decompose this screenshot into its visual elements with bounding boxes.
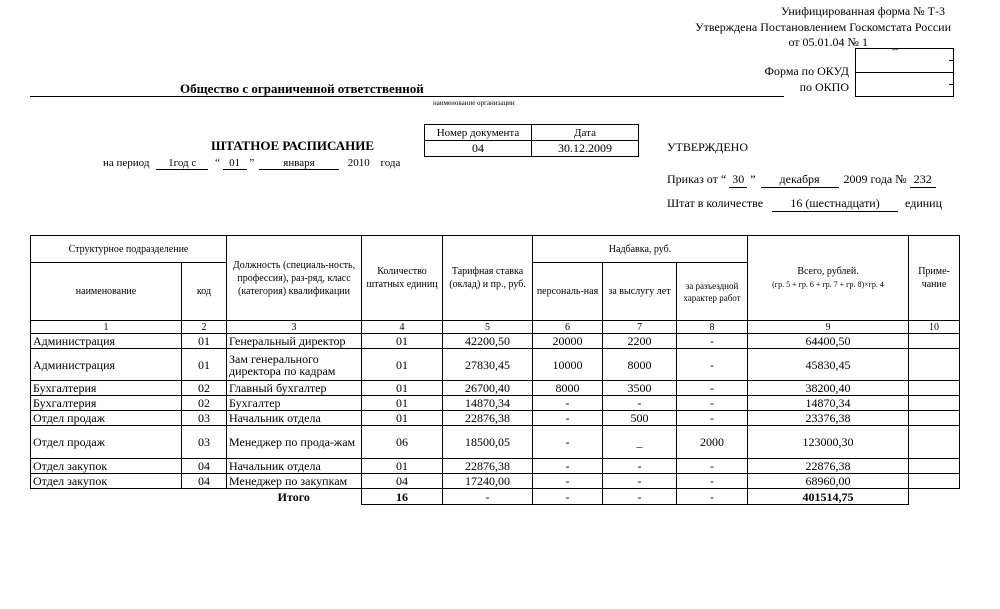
cell-count: 01 (362, 396, 443, 411)
header-rate: Тарифная ставка (оклад) и пр., руб. (443, 236, 533, 321)
approval-day: 30 (729, 172, 747, 188)
cell-personal: - (533, 459, 603, 474)
cell-dept: Отдел закупок (31, 474, 182, 489)
cell-note (909, 396, 960, 411)
cell-code: 04 (182, 474, 227, 489)
period-line (103, 157, 400, 170)
column-number: 3 (227, 321, 362, 334)
cell-personal: 8000 (533, 381, 603, 396)
table-row (31, 349, 960, 381)
cell-rate: 18500,05 (443, 426, 533, 459)
header-dept-name: наименование (31, 263, 182, 321)
document-number-label: Номер документа (425, 125, 532, 141)
cell-seniority: - (603, 396, 677, 411)
cell-position: Главный бухгалтер (227, 381, 362, 396)
header-position: Должность (специаль-ность, профессия), раз-ряд, класс (категория) квалификации (227, 236, 362, 321)
cell-dept: Отдел продаж (31, 411, 182, 426)
totals-travel: - (677, 489, 748, 505)
table-row (31, 474, 960, 489)
totals-seniority: - (603, 489, 677, 505)
cell-position: Зам генерального директора по кадрам (227, 349, 362, 381)
table-row (31, 459, 960, 474)
cell-code: 02 (182, 396, 227, 411)
cell-total: 23376,38 (748, 411, 909, 426)
cell-count: 01 (362, 349, 443, 381)
column-number: 10 (909, 321, 960, 334)
cell-personal: 10000 (533, 349, 603, 381)
approval-quote-close: ” (750, 172, 756, 186)
cell-rate: 22876,38 (443, 411, 533, 426)
cell-rate: 17240,00 (443, 474, 533, 489)
approval-staff-unit: единиц (905, 196, 943, 210)
cell-count: 04 (362, 474, 443, 489)
organization-name: Общество с ограниченной ответственной (180, 81, 424, 96)
header-bonus-travel: за разъездной характер работ (677, 263, 748, 321)
header-bonus-personal: персональ-ная (533, 263, 603, 321)
cell-dept: Бухгалтерия (31, 396, 182, 411)
totals-total: 401514,75 (748, 489, 909, 505)
approval-staff-line (667, 196, 942, 212)
cell-position: Бухгалтер (227, 396, 362, 411)
header-dept: Структурное подразделение (31, 236, 227, 263)
cell-rate: 26700,40 (443, 381, 533, 396)
approval-order-line (667, 172, 936, 188)
column-number: 2 (182, 321, 227, 334)
header-dept-code: код (182, 263, 227, 321)
period-quote-close: ” (249, 157, 255, 169)
period-month: января (259, 157, 339, 170)
header-note: Приме-чание (909, 236, 960, 321)
column-number: 8 (677, 321, 748, 334)
cell-total: 123000,30 (748, 426, 909, 459)
cell-note (909, 381, 960, 396)
table-row (31, 396, 960, 411)
table-row (31, 381, 960, 396)
cell-personal: - (533, 396, 603, 411)
column-number: 5 (443, 321, 533, 334)
organization-caption: наименование организации (433, 99, 515, 107)
cell-position: Генеральный директор (227, 334, 362, 349)
column-number: 1 (31, 321, 182, 334)
cell-rate: 14870,34 (443, 396, 533, 411)
staffing-table (30, 235, 960, 505)
header-total-label: Всего, рублей. (797, 266, 859, 277)
cell-position: Начальник отдела (227, 459, 362, 474)
cell-rate: 42200,50 (443, 334, 533, 349)
column-number: 9 (748, 321, 909, 334)
cell-count: 01 (362, 459, 443, 474)
period-quote-open: “ (214, 157, 220, 169)
approval-staff-label: Штат в количестве (667, 196, 764, 210)
approval-year: 2009 (843, 172, 868, 186)
okpo-label: по ОКПО (799, 80, 849, 94)
cell-code: 01 (182, 334, 227, 349)
cell-dept: Администрация (31, 349, 182, 381)
approval-year-word: года № (870, 172, 907, 186)
period-duration: 1год с (156, 157, 208, 170)
totals-count: 16 (362, 489, 443, 505)
cell-dept: Бухгалтерия (31, 381, 182, 396)
cell-travel: - (677, 459, 748, 474)
cell-travel: - (677, 381, 748, 396)
approval-title: УТВЕРЖДЕНО (667, 140, 749, 154)
column-number: 4 (362, 321, 443, 334)
totals-rate: - (443, 489, 533, 505)
cell-rate: 27830,45 (443, 349, 533, 381)
cell-travel: - (677, 334, 748, 349)
approval-order-label: Приказ от (667, 172, 718, 186)
approval-quote-open: “ (720, 172, 727, 186)
cell-code: 01 (182, 349, 227, 381)
codes-box-tick (949, 84, 954, 85)
approval-month: декабря (761, 172, 839, 188)
cell-code: 03 (182, 426, 227, 459)
cell-count: 06 (362, 426, 443, 459)
cell-total: 68960,00 (748, 474, 909, 489)
cell-seniority: - (603, 474, 677, 489)
document-date: 30.12.2009 (532, 141, 639, 157)
approval-staff-count: 16 (шестнадцати) (772, 196, 898, 212)
period-prefix: на период (103, 157, 150, 169)
column-number: 7 (603, 321, 677, 334)
cell-dept: Отдел закупок (31, 459, 182, 474)
cell-note (909, 474, 960, 489)
cell-note (909, 334, 960, 349)
cell-total: 38200,40 (748, 381, 909, 396)
cell-code: 03 (182, 411, 227, 426)
cell-travel: 2000 (677, 426, 748, 459)
document-number: 04 (425, 141, 532, 157)
cell-total: 64400,50 (748, 334, 909, 349)
totals-personal: - (533, 489, 603, 505)
cell-seniority: 3500 (603, 381, 677, 396)
header-total (748, 236, 909, 321)
cell-total: 45830,45 (748, 349, 909, 381)
cell-seniority: 8000 (603, 349, 677, 381)
form-header-line1: Унифицированная форма № Т-3 (780, 4, 945, 18)
cell-rate: 22876,38 (443, 459, 533, 474)
cell-personal: - (533, 474, 603, 489)
cell-total: 22876,38 (748, 459, 909, 474)
cell-travel: - (677, 396, 748, 411)
header-bonus-seniority: за выслугу лет (603, 263, 677, 321)
form-header-line2: Утверждена Постановлением Госкомстата России (695, 20, 951, 34)
cell-count: 01 (362, 411, 443, 426)
cell-total: 14870,34 (748, 396, 909, 411)
cell-note (909, 411, 960, 426)
header-total-formula: (гр. 5 + гр. 6 + гр. 7 + гр. 8)×гр. 4 (772, 280, 884, 289)
cell-position: Менеджер по прода-жам (227, 426, 362, 459)
page-title: ШТАТНОЕ РАСПИСАНИЕ (211, 138, 375, 153)
cell-note (909, 349, 960, 381)
cell-seniority: 2200 (603, 334, 677, 349)
period-year: 2010 (347, 157, 370, 169)
table-row (31, 411, 960, 426)
approval-order-number: 232 (910, 172, 936, 188)
cell-seniority: 500 (603, 411, 677, 426)
cell-note (909, 459, 960, 474)
period-day: 01 (223, 157, 247, 170)
cell-seniority: - (603, 459, 677, 474)
period-year-word: года (380, 157, 401, 169)
okud-label: Форма по ОКУД (764, 64, 849, 78)
cell-travel: - (677, 474, 748, 489)
cell-code: 02 (182, 381, 227, 396)
cell-travel: - (677, 349, 748, 381)
document-date-label: Дата (532, 125, 639, 141)
cell-dept: Администрация (31, 334, 182, 349)
cell-count: 01 (362, 381, 443, 396)
document-number-table (424, 124, 639, 157)
cell-personal: 20000 (533, 334, 603, 349)
table-row (31, 426, 960, 459)
column-number: 6 (533, 321, 603, 334)
cell-code: 04 (182, 459, 227, 474)
form-header-line3: от 05.01.04 № 1 (788, 35, 868, 49)
organization-underline (30, 96, 784, 97)
cell-position: Начальник отдела (227, 411, 362, 426)
okud-value: -- (892, 44, 898, 54)
cell-position: Менеджер по закупкам (227, 474, 362, 489)
cell-travel: - (677, 411, 748, 426)
cell-count: 01 (362, 334, 443, 349)
codes-box-tick (949, 60, 954, 61)
header-count: Количество штатных единиц (362, 236, 443, 321)
cell-seniority: _ (603, 426, 677, 459)
cell-dept: Отдел продаж (31, 426, 182, 459)
totals-label: Итого (227, 489, 362, 505)
codes-box-divider (855, 72, 953, 73)
header-bonus: Надбавка, руб. (533, 236, 748, 263)
totals-row (31, 489, 960, 505)
table-row (31, 334, 960, 349)
cell-personal: - (533, 426, 603, 459)
cell-personal: - (533, 411, 603, 426)
cell-note (909, 426, 960, 459)
